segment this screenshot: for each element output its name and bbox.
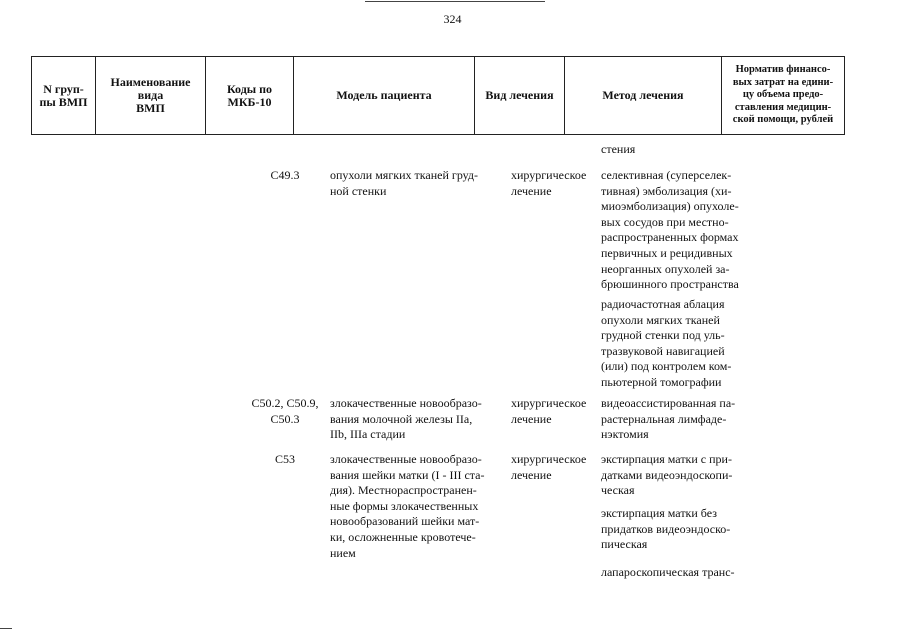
header-type: Вид лечения bbox=[475, 57, 565, 135]
row-3-method-3: лапароскопическая транс- bbox=[601, 565, 735, 579]
row-3-method-1: экстирпация матки с при- датками видеоэндоскопи- ческая bbox=[601, 452, 733, 498]
row-1-code: C49.3 bbox=[270, 168, 300, 182]
row-2-type: хирургическое лечение bbox=[511, 396, 587, 426]
row-1-model: опухоли мягких тканей груд- ной стенки bbox=[330, 168, 479, 198]
method-continuation: стения bbox=[601, 142, 636, 156]
header-codes: Коды по МКБ-10 bbox=[206, 57, 294, 135]
row-3-code: C53 bbox=[274, 452, 295, 466]
row-2-method-1: видеоассистированная па- растернальная лимфаде- нэктомия bbox=[601, 396, 736, 442]
page-number: 324 bbox=[443, 12, 462, 26]
row-1-method-2: радиочастотная аблация опухоли мягких тканей грудной стенки под уль- тразвуковой навигацией (или) под контролем ком- пьютерной томографии bbox=[601, 297, 732, 389]
scan-line-bottom bbox=[0, 628, 12, 629]
row-3-method-2: экстирпация матки без придатков видеоэндоско- пическая bbox=[601, 506, 731, 552]
header-method: Метод лечения bbox=[565, 57, 722, 135]
header-model: Модель пациента bbox=[294, 57, 475, 135]
row-2-model: злокачественные новообразо- вания молочной железы IIa, IIb, IIIa стадии bbox=[330, 396, 482, 442]
row-2-code: C50.2, C50.9, C50.3 bbox=[251, 396, 319, 426]
scan-line-top bbox=[365, 1, 545, 2]
table-header bbox=[31, 56, 845, 135]
row-3-model: злокачественные новообразо- вания шейки матки (I - III ста- дия). Местнораспространен- ные формы злокачественных новообразований шейки мат- ки, осложненные кровотече- нием bbox=[330, 452, 485, 560]
header-group: N груп- пы ВМП bbox=[32, 57, 96, 135]
header-name: Наименование вида ВМП bbox=[96, 57, 206, 135]
header-norm: Норматив финансо- вых затрат на едини- цу объема предо- ставления медицин- ской помощи, рублей bbox=[722, 57, 845, 135]
row-1-method-1: селективная (суперселек- тивная) эмболизация (хи- миоэмболизация) опухоле- вых сосудов при местно- распространенных формах первичных и рецидивных неорганных опухолей за- брюшинного пространства bbox=[601, 168, 739, 292]
row-1-type: хирургическое лечение bbox=[511, 168, 587, 198]
row-3-type: хирургическое лечение bbox=[511, 452, 587, 482]
